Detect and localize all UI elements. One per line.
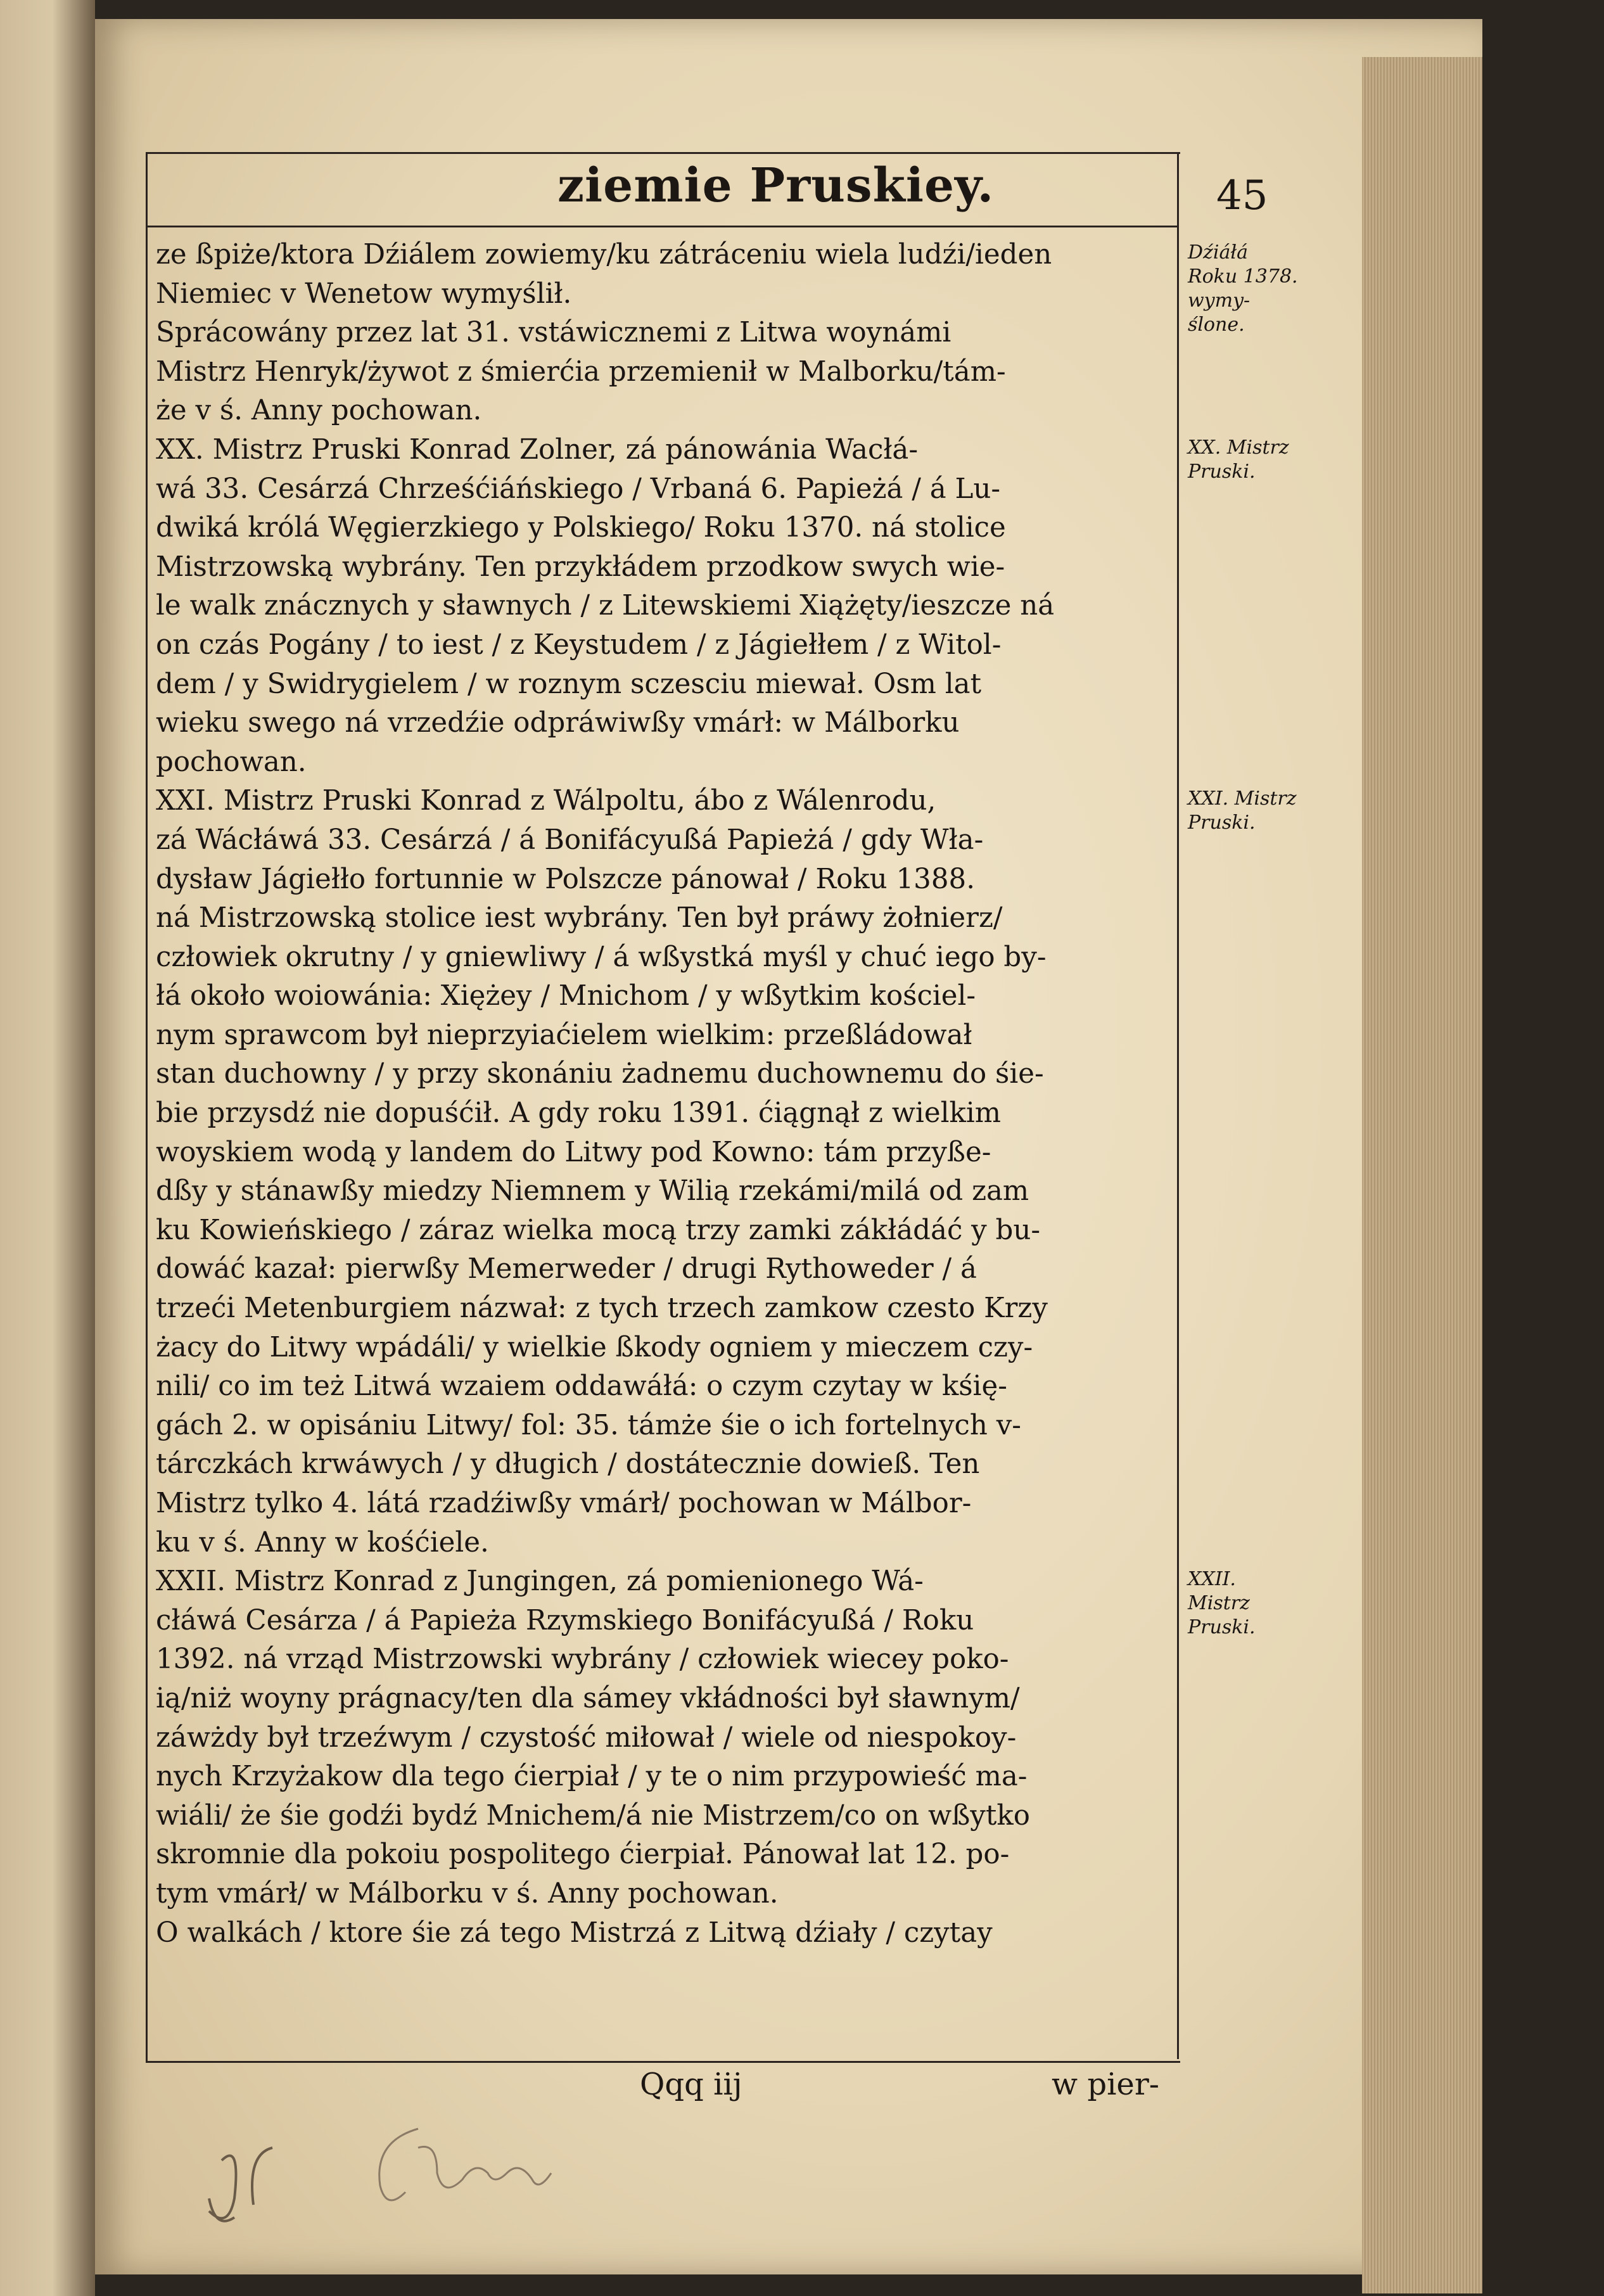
text-line: że v ś. Anny pochowan. bbox=[156, 395, 482, 427]
text-line: O walkách / ktore śie zá tego Mistrzá z Litwą dźiały / czytay bbox=[156, 1917, 993, 1949]
text-line: ná Mistrzowską stolice iest wybrány. Ten był práwy żołnierz/ bbox=[156, 902, 1003, 934]
text-line: zá Wácłáwá 33. Cesárzá / á Bonifácyußá Papieżá / gdy Wła- bbox=[156, 824, 984, 856]
text-line: łá około woiowánia: Xiężey / Mnichom / y wßytkim kościel- bbox=[156, 980, 976, 1012]
text-line: gách 2. w opisániu Litwy/ fol: 35. támże śie o ich fortelnych v- bbox=[156, 1409, 1022, 1441]
text-line: nych Krzyżakow dla tego ćierpiał / y te o nim przypowieść ma- bbox=[156, 1761, 1028, 1793]
text-line: skromnie dla pokoiu pospolitego ćierpiał. Pánował lat 12. po- bbox=[156, 1839, 1010, 1871]
text-line: záwżdy był trzeźwym / czystość miłował / wiele od niespokoy- bbox=[156, 1721, 1017, 1754]
text-line: Mistrz Henryk/żywot z śmierćia przemienił w Malborku/tám- bbox=[156, 355, 1006, 388]
text-line: wieku swego ná vrzedźie odpráwiwßy vmárł: w Málborku bbox=[156, 707, 960, 739]
handwritten-annotation bbox=[196, 2091, 602, 2249]
main-text bbox=[156, 236, 1169, 1953]
text-line: wá 33. Cesárzá Chrześćiáńskiego / Vrbaná 6. Papieżá / á Lu- bbox=[156, 473, 1001, 505]
text-line: on czás Pogány / to iest / z Keystudem / z Jágiełłem / z Witol- bbox=[156, 628, 1002, 661]
text-line: cłáwá Cesárza / á Papieża Rzymskiego Bonifácyußá / Roku bbox=[156, 1604, 974, 1636]
page-fore-edge bbox=[1362, 57, 1482, 2293]
text-line: trzeći Metenburgiem náz​wał: z tych trzech zamkow czesto Krzy bbox=[156, 1292, 1048, 1325]
text-line: XXII. Mistrz Konrad z Jungingen, zá pomienionego Wá- bbox=[156, 1566, 924, 1598]
margin-note: XXII. Mistrz Pruski. bbox=[1188, 1568, 1256, 1639]
text-line: Niemiec v Wenetow wymyślił. bbox=[156, 277, 572, 310]
text-line: ku Kowieńskiego / záraz wielka mocą trzy zamki zákłádáć y bu- bbox=[156, 1214, 1041, 1246]
running-head: ziemie Pruskiey. bbox=[557, 158, 995, 213]
margin-note: XX. Mistrz Pruski. bbox=[1188, 437, 1289, 483]
signature-mark: Qqq iij bbox=[640, 2067, 742, 2102]
text-line: dowáć kazał: pierwßy Memerweder / drugi Rythoweder / á bbox=[156, 1253, 977, 1285]
text-line: dem / y Swidrygielem / w roznym sczesciu miewał. Osm lat bbox=[156, 668, 982, 700]
page-number: 45 bbox=[1216, 172, 1268, 219]
text-line: woyskiem wodą y landem do Litwy pod Kowno: tám przyße- bbox=[156, 1136, 991, 1168]
text-line: człowiek okrutny / y gniewliwy / á wßystká myśl y chuć iego by- bbox=[156, 941, 1047, 973]
text-line: nili/ co im też Litwá wzaiem oddawáłá: o czym czytay w kśię- bbox=[156, 1370, 1007, 1403]
text-line: dwiká królá Węgierzkiego y Polskiego/ Roku 1370. ná stolice bbox=[156, 512, 1006, 544]
margin-rule bbox=[1177, 152, 1179, 2059]
catchword: w pier- bbox=[1052, 2067, 1159, 2102]
text-line: tárczkách krwáwych / y długich / dostátecznie dowieß. Ten bbox=[156, 1448, 980, 1481]
text-line: ze ßpiże/ktora Dźiálem zowiemy/ku zátráceniu wiela ludźi/ieden bbox=[156, 239, 1052, 271]
text-line: dßy y stánawßy miedzy Niemnem y Wilią rzekámi/milá od zam bbox=[156, 1175, 1029, 1208]
margin-note: Dźiáłá Roku 1378. wymy-ślone. bbox=[1188, 241, 1298, 336]
text-line: pochowan. bbox=[156, 746, 307, 778]
margin-note: XXI. Mistrz Pruski. bbox=[1188, 788, 1297, 834]
text-line: Mistrz tylko 4. látá rzadźiwßy vmárł/ pochowan w Málbor- bbox=[156, 1488, 972, 1519]
text-line: nym sprawcom był nieprzyiaćielem wielkim: przeßládował bbox=[156, 1019, 972, 1051]
text-line: XXI. Mistrz Pruski Konrad z Wálpoltu, ábo z Wálenrodu, bbox=[156, 785, 936, 817]
text-line: bie przysdź nie dopuśćił. A gdy roku 1391. ćiągnął z wielkim bbox=[156, 1097, 1002, 1130]
facing-page-edge bbox=[0, 0, 95, 2296]
text-line: ku v ś. Anny w kośćiele. bbox=[156, 1526, 489, 1559]
text-line: wiáli/ że śie godźi bydź Mnichem/á nie Mistrzem/co on wßytko bbox=[156, 1799, 1030, 1832]
text-line: le walk znácznych y sławnych / z Litewskiemi Xiążęty/ieszcze ná bbox=[156, 590, 1055, 622]
header-rule bbox=[146, 226, 1178, 227]
text-line: Sprácowány przez lat 31. vstáwicznemi z Litwa woynámi bbox=[156, 317, 952, 349]
text-line: tym vmárł/ w Málborku v ś. Anny pochowan. bbox=[156, 1877, 779, 1910]
text-line: Mistrzowską wybrány. Ten przykłádem przodkow swych wie- bbox=[156, 551, 1005, 583]
text-line: żacy do Litwy wpádáli/ y wielkie ßkody ogniem y mieczem czy- bbox=[156, 1331, 1033, 1363]
text-line: stan duchowny / y przy skonániu żadnemu duchownemu do śie- bbox=[156, 1058, 1044, 1090]
text-line: dysław Jágiełło fortunnie w Polszcze pánował / Roku 1388. bbox=[156, 863, 976, 895]
text-line: ią/niż woyny prágnacy/ten dla sámey vkłádności był sławnym/ bbox=[156, 1682, 1020, 1714]
text-line: XX. Mistrz Pruski Konrad Zolner, zá pánowánia Wacłá- bbox=[156, 433, 919, 466]
text-line: 1392. ná vrząd Mistrzowski wybrány / człowiek wiecey poko- bbox=[156, 1643, 1009, 1676]
